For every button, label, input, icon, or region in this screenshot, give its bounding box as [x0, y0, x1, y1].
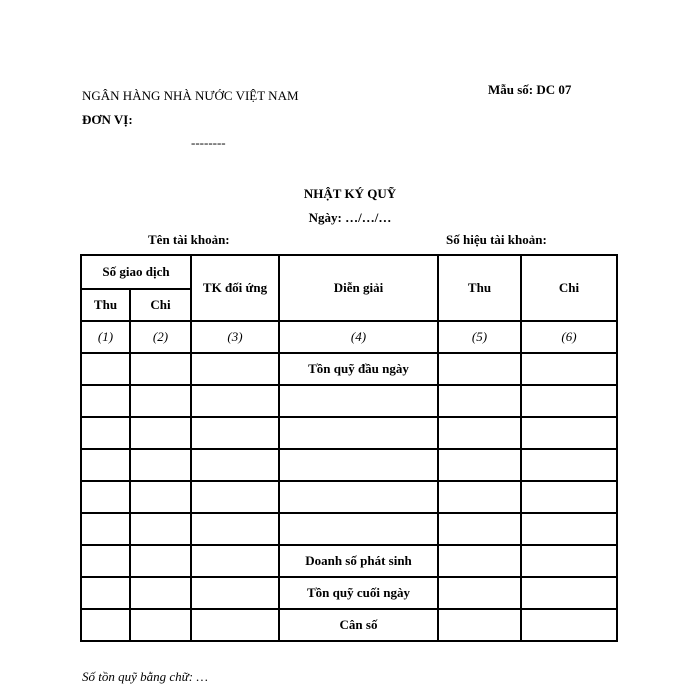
table-row	[81, 545, 617, 577]
row-description	[279, 385, 438, 417]
receipt-header: Thu	[438, 255, 521, 321]
document-title: NHẬT KÝ QUỸ	[303, 186, 397, 201]
row-description: Doanh số phát sinh	[279, 545, 438, 577]
column-number: (3)	[191, 321, 279, 353]
balance-in-words: Số tồn quỹ bằng chữ: …	[82, 669, 208, 684]
table-row	[81, 609, 617, 641]
thu-subheader: Thu	[81, 289, 130, 321]
chi-subheader: Chi	[130, 289, 191, 321]
date-line: Ngày: …/…/…	[308, 210, 392, 225]
separator-line: --------	[191, 135, 226, 150]
row-description: Cân số	[279, 609, 438, 641]
row-description: Tồn quỹ cuối ngày	[279, 577, 438, 609]
table-row	[81, 385, 617, 417]
column-number: (2)	[130, 321, 191, 353]
table-row	[81, 449, 617, 481]
account-name-label: Tên tài khoản:	[148, 232, 230, 247]
column-number: (1)	[81, 321, 130, 353]
account-number-label: Số hiệu tài khoản:	[446, 232, 547, 247]
column-number-row	[81, 321, 617, 353]
description-header: Diễn giải	[279, 255, 438, 321]
row-description	[279, 449, 438, 481]
column-number: (4)	[279, 321, 438, 353]
cash-journal-table	[80, 254, 618, 642]
unit-label: ĐƠN VỊ:	[82, 112, 133, 127]
column-number: (5)	[438, 321, 521, 353]
table-row	[81, 577, 617, 609]
table-row	[81, 353, 617, 385]
organization-name: NGÂN HÀNG NHÀ NƯỚC VIỆT NAM	[82, 88, 299, 103]
table-row	[81, 513, 617, 545]
counter-account-header: TK đối ứng	[191, 255, 279, 321]
row-description: Tồn quỹ đầu ngày	[279, 353, 438, 385]
column-number: (6)	[521, 321, 617, 353]
transaction-number-header: Số giao dịch	[81, 255, 191, 289]
row-description	[279, 481, 438, 513]
row-description	[279, 417, 438, 449]
table-row	[81, 417, 617, 449]
row-description	[279, 513, 438, 545]
payment-header: Chi	[521, 255, 617, 321]
form-number: Mẫu số: DC 07	[488, 82, 572, 97]
table-row	[81, 481, 617, 513]
